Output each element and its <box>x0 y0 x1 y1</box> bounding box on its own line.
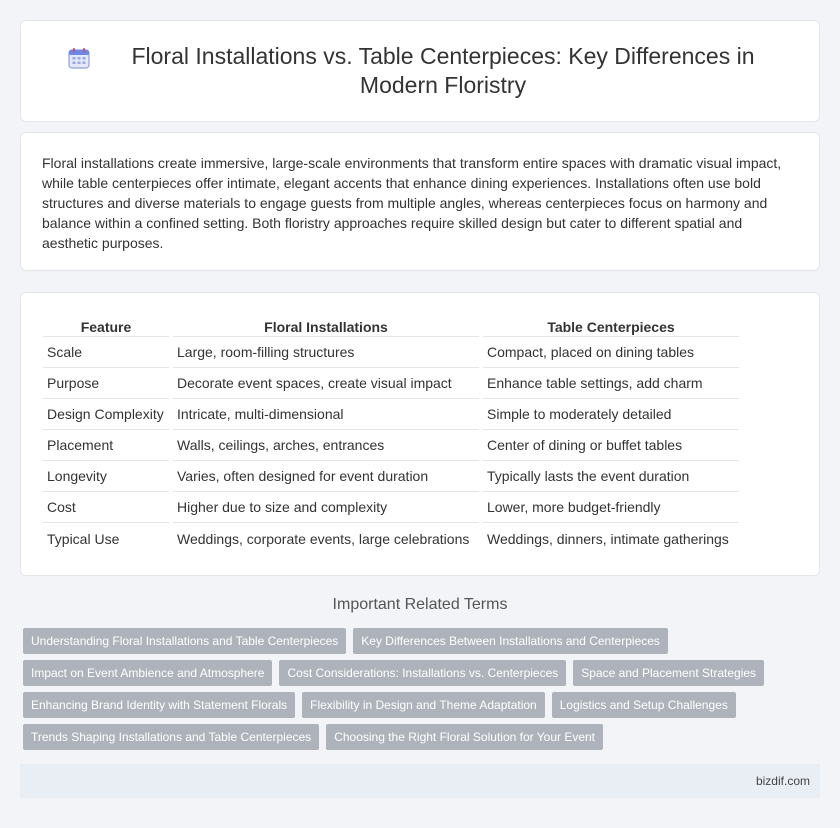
related-terms-title: Important Related Terms <box>332 596 508 613</box>
table-cell: Placement <box>43 430 169 461</box>
intro-text: Floral installations create immersive, large-scale environments that transform entire spaces with dramatic visual impact, while table centerpieces offer intimate, elegant accents that enhance dining experiences. Installations often use bold structures and diverse materials to engage guests from multiple angles, whereas centerpieces focus on harmony and balance within a confined setting. Both floristry approaches require skilled design but cater to different spatial and aesthetic purposes. <box>42 155 782 251</box>
table-header-installations: Floral Installations <box>173 315 479 337</box>
related-terms-tags <box>23 628 823 756</box>
tag-row <box>23 724 823 750</box>
intro-card <box>20 132 820 271</box>
tag-row <box>23 628 823 654</box>
table-cell: Weddings, corporate events, large celebrations <box>177 530 470 547</box>
related-term-tag[interactable]: Enhancing Brand Identity with Statement Florals <box>23 692 295 718</box>
table-cell: Decorate event spaces, create visual impact <box>173 368 479 399</box>
tag-row <box>23 660 823 686</box>
related-term-tag[interactable]: Space and Placement Strategies <box>573 660 764 686</box>
related-term-tag[interactable]: Flexibility in Design and Theme Adaptation <box>302 692 545 718</box>
footer <box>20 764 820 798</box>
related-term-tag[interactable]: Impact on Event Ambience and Atmosphere <box>23 660 272 686</box>
table-cell: Walls, ceilings, arches, entrances <box>173 430 479 461</box>
table-header-centerpieces: Table Centerpieces <box>483 315 739 337</box>
table-cell: Varies, often designed for event duration <box>173 461 479 492</box>
table-cell: Compact, placed on dining tables <box>483 337 739 368</box>
table-cell: Weddings, dinners, intimate gatherings <box>487 530 729 547</box>
table-cell: Scale <box>43 337 169 368</box>
page-title: Floral Installations vs. Table Centerpieces: Key Differences in Modern Floristry <box>131 43 755 98</box>
table-cell: Center of dining or buffet tables <box>483 430 739 461</box>
table-row <box>43 492 739 523</box>
related-term-tag[interactable]: Understanding Floral Installations and Table Centerpieces <box>23 628 346 654</box>
related-term-tag[interactable]: Key Differences Between Installations and Centerpieces <box>353 628 668 654</box>
table-cell: Typically lasts the event duration <box>483 461 739 492</box>
calendar-icon <box>67 46 91 70</box>
related-term-tag[interactable]: Choosing the Right Floral Solution for Your Event <box>326 724 603 750</box>
table-cell: Cost <box>43 492 169 523</box>
table-header-row <box>43 315 739 337</box>
table-cell: Large, room-filling structures <box>173 337 479 368</box>
related-term-tag[interactable]: Logistics and Setup Challenges <box>552 692 736 718</box>
tag-row <box>23 692 823 718</box>
comparison-table <box>39 315 743 554</box>
related-term-tag[interactable]: Cost Considerations: Installations vs. Centerpieces <box>279 660 566 686</box>
table-row <box>43 368 739 399</box>
comparison-table-card <box>20 292 820 576</box>
footer-site-link[interactable]: bizdif.com <box>755 774 810 788</box>
table-cell: Enhance table settings, add charm <box>483 368 739 399</box>
table-row <box>43 399 739 430</box>
header-card <box>20 20 820 122</box>
table-row <box>43 430 739 461</box>
table-cell: Purpose <box>43 368 169 399</box>
table-cell: Lower, more budget-friendly <box>483 492 739 523</box>
table-row <box>43 523 739 554</box>
table-cell: Simple to moderately detailed <box>483 399 739 430</box>
table-row <box>43 337 739 368</box>
table-cell: Higher due to size and complexity <box>173 492 479 523</box>
table-cell: Longevity <box>43 461 169 492</box>
table-row <box>43 461 739 492</box>
table-header-feature: Feature <box>43 315 169 337</box>
table-cell: Intricate, multi-dimensional <box>173 399 479 430</box>
related-term-tag[interactable]: Trends Shaping Installations and Table Centerpieces <box>23 724 319 750</box>
table-cell: Design Complexity <box>43 399 169 430</box>
table-cell: Typical Use <box>47 530 120 547</box>
